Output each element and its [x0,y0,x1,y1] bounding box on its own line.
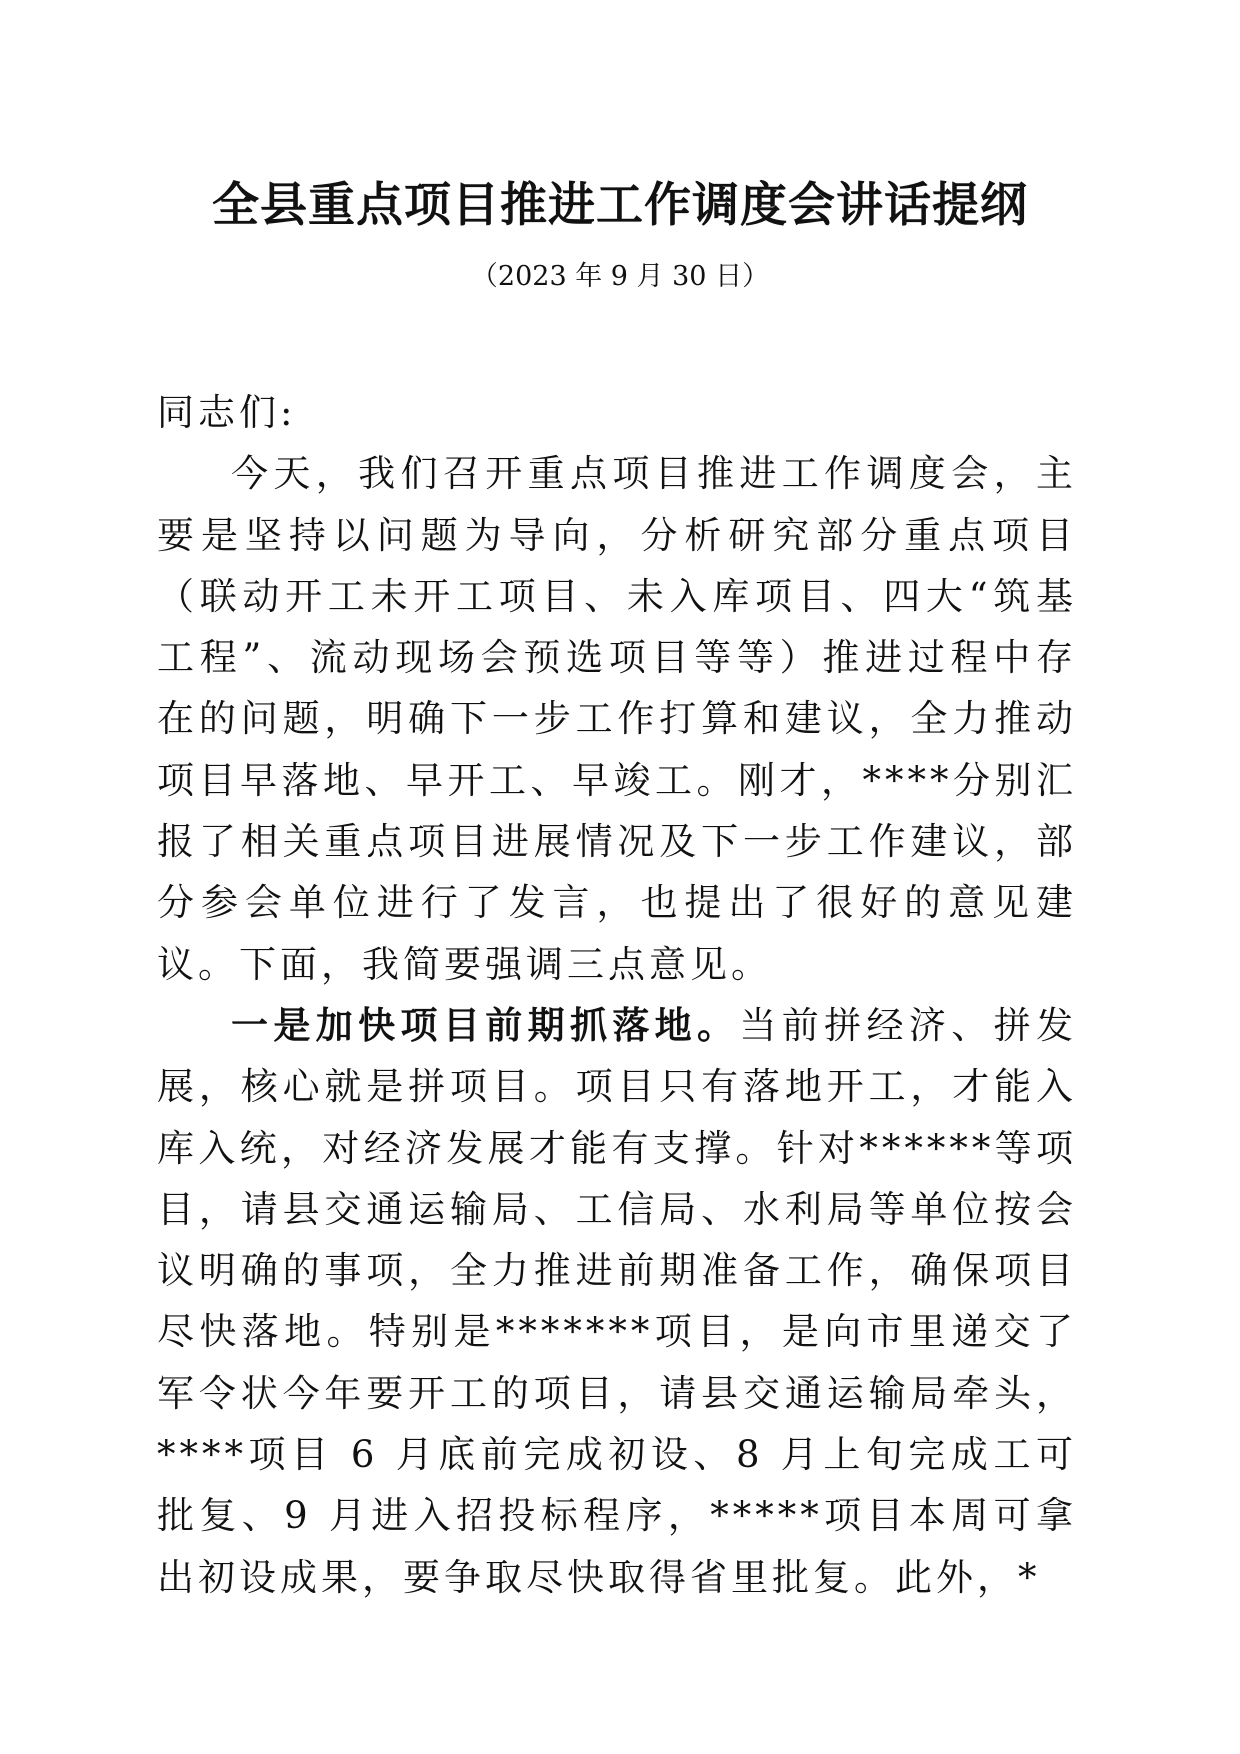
paragraph-2-text: 当前拼经济、拼发展，核心就是拼项目。项目只有落地开工，才能入库入统，对经济发展才能有支撑。针对******等项目，请县交通运输局、工信局、水利局等单位按会议明确的事项，全力推进前期准备工作，确保项目尽快落地。特别是*******项目，是向市里递交了军令状今年要开工的项目，请县交通运输局牵头，****项目 6 月底前完成初设、8 月上旬完成工可批复、9 月进入招投标程序，*****项目本周可拿出初设成果，要争取尽快取得省里批复。此外，* [157,1003,1078,1599]
salutation: 同志们: [157,391,297,434]
paragraph-2-lead: 一是加快项目前期抓落地。 [231,1002,740,1047]
paragraph-1: 今天，我们召开重点项目推进工作调度会，主要是坚持以问题为导向，分析研究部分重点项目（联动开工未开工项目、未入库项目、四大“筑基工程”、流动现场会预选项目等等）推进过程中存在的问题，明确下一步工作打算和建议，全力推动项目早落地、早开工、早竣工。刚才，****分别汇报了相关重点项目进展情况及下一步工作建议，部分参会单位进行了发言，也提出了很好的意见建议。下面，我简要强调三点意见。 [157,452,1077,986]
document-title: 全县重点项目推进工作调度会讲话提纲 [212,178,1028,233]
document-date: （2023 年 9 月 30 日） [470,261,770,292]
document-body [157,382,1077,1608]
paragraph-2 [157,995,1077,1608]
